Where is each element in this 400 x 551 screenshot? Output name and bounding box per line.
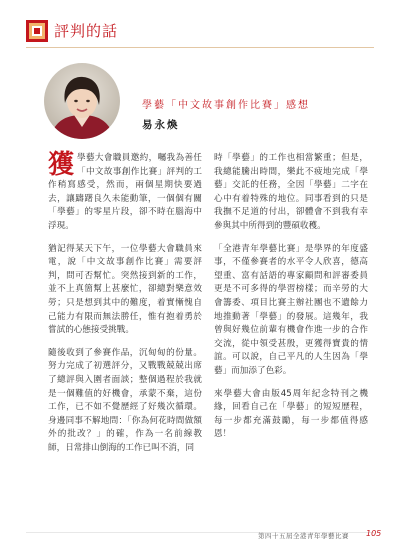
author-portrait <box>44 63 120 139</box>
body-column-right <box>214 152 368 451</box>
section-logo-icon <box>26 20 48 42</box>
drop-cap: 獲 <box>48 150 75 180</box>
body-paragraph: 猶記得某天下午，一位學藝大會職員來電，說「中文故事創作比賽」需要評判，問可否幫忙。突然接到新的工作，並不上真箇幫上甚麼忙，卻總對樂意效勞；只是想到其中的難度，着實慚愧自己能力有限而無法勝任，惟有抱着勇於嘗試的心態接受挑戰。 <box>48 243 202 336</box>
footer-publication: 第四十五屆全港青年學藝比賽 <box>258 532 349 540</box>
body-paragraph: 隨後收到了參賽作品，沉甸甸的份量。努力完成了初選評分，又戰戰兢兢出席了總評與入圍者面談；整個過程於我就是一個難值的好機會，承蒙不棄，這份工作，已不如不覺歷經了好幾次循環。身邊同事不解地問：「你為何花時間做額外的批改？」的確，作為一名前線教師，日常排山倒海的工作已叫不消，同 <box>48 347 202 453</box>
body-paragraph: 來學藝大會由版45周年紀念特刊之機緣，回看自己在「學藝」的短短歷程，每一步都充滿鼓勵，每一步都值得感恩！ <box>214 388 368 440</box>
body-paragraph: 獲學藝大會職員邀約，囑我為善任「中文故事創作比賽」評判的工作稍寫感受，然而，兩個星期快要過去，讓躊躇良久未能動筆，一個個有關「學藝」的零星片段，卻不時在腦海中浮現。 <box>48 150 202 231</box>
body-paragraph: 「全港青年學藝比賽」是學界的年度盛事，不僅參賽者的水平令人欣喜，德高望重、富有話語的專家顧問和評審委員更是不可多得的學習榜樣；而辛勞的大會籌委、項目比賽主辦社團也不遺餘力地推動著「學藝」的發展。這幾年，我曾與好幾位前輩有機會作進一步的合作交流，從中領受甚殷，更獲得寶貴的情誼。可以說，自己平凡的人生因為「學藝」而加添了色彩。 <box>214 243 368 376</box>
body-paragraph: 時「學藝」的工作也相當繁重；但是，我總能騰出時間，樂此不疲地完成「學藝」交託的任務，全因「學藝」二字在心中有着特殊的地位。同事看到的只是我撫不足道的付出，卻體會不到我有幸參與其中所得到的豐碩收穫。 <box>214 153 368 231</box>
page-number: 105 <box>366 529 382 538</box>
page-header <box>0 0 400 60</box>
article-subtitle: 學藝「中文故事創作比賽」感想 <box>142 100 310 111</box>
article-author: 易永煥 <box>142 119 180 131</box>
section-title: 評判的話 <box>54 22 119 40</box>
header-divider <box>26 47 374 48</box>
body-column-left <box>48 152 202 464</box>
